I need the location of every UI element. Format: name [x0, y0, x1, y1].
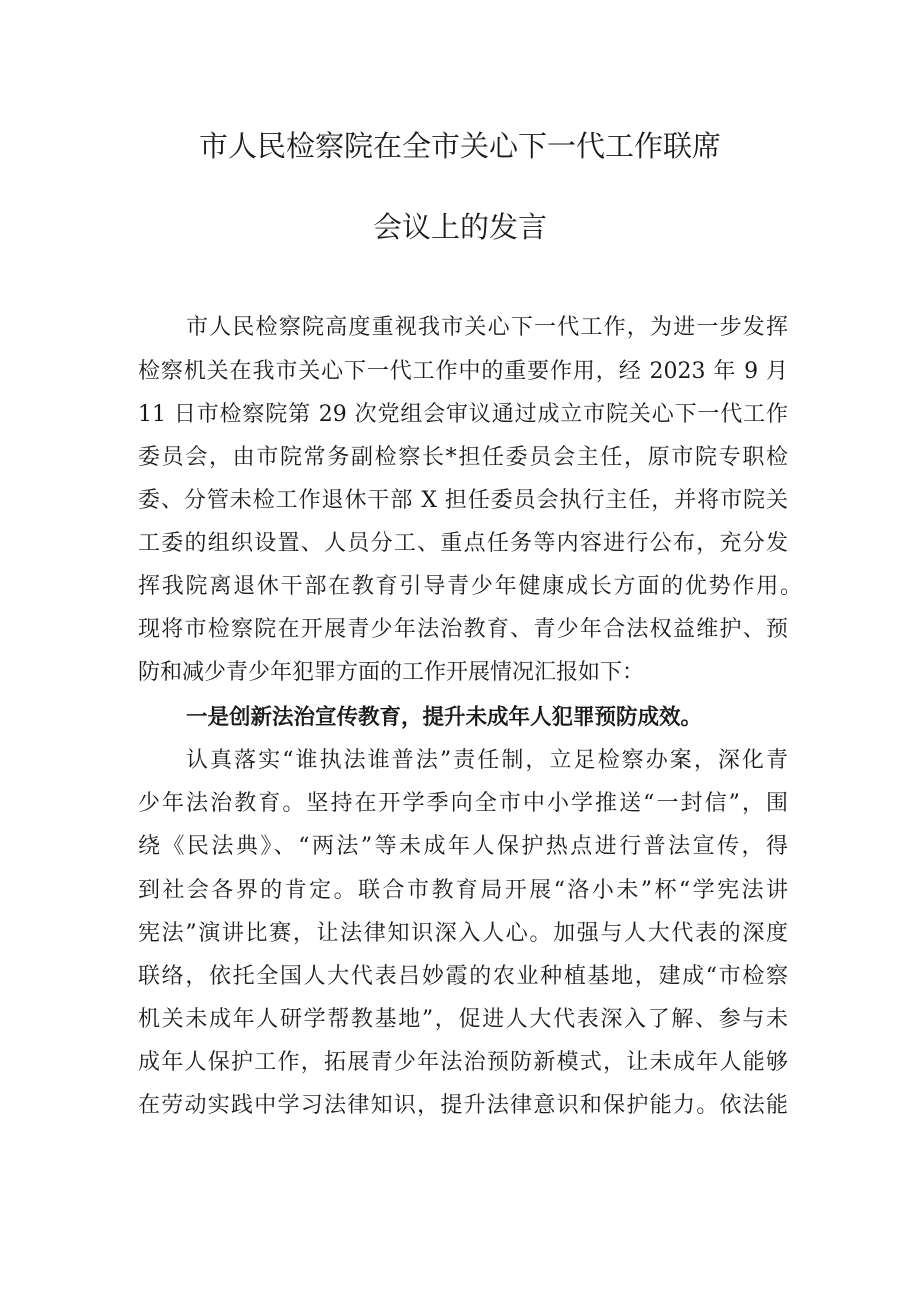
- section-1-line-2: 少年法治教育。坚持在开学季向全市中小学推送“一封信”，围: [138, 791, 788, 816]
- section-1-line-9: 在劳动实践中学习法律知识，提升法律意识和保护能力。依法能: [138, 1093, 788, 1118]
- section-1-line-5: 宪法”演讲比赛，让法律知识深入人心。加强与人大代表的深度: [138, 921, 788, 946]
- intro-line-6: 工委的组织设置、人员分工、重点任务等内容进行公布，充分发: [138, 531, 788, 556]
- section-1-line-1: 认真落实“谁执法谁普法”责任制，立足检察办案，深化青: [186, 748, 788, 773]
- document-title-line-2: 会议上的发言: [372, 210, 547, 244]
- section-1-line-6: 联络，依托全国人大代表吕妙霞的农业种植基地，建成“市检察: [138, 964, 788, 989]
- section-1-line-7: 机关未成年人研学帮教基地”，促进人大代表深入了解、参与未: [138, 1007, 788, 1032]
- document-title-line-1: 市人民检察院在全市关心下一代工作联席: [198, 129, 721, 163]
- intro-line-3: 11 日市检察院第 29 次党组会审议通过成立市院关心下一代工作: [138, 402, 788, 427]
- intro-line-7: 挥我院离退休干部在教育引导青少年健康成长方面的优势作用。: [138, 574, 802, 599]
- section-1-line-8: 成年人保护工作，拓展青少年法治预防新模式，让未成年人能够: [138, 1050, 788, 1075]
- section-1-heading: 一是创新法治宣传教育，提升未成年人犯罪预防成效。: [186, 705, 703, 730]
- intro-line-9: 防和减少青少年犯罪方面的工作开展情况汇报如下：: [138, 660, 645, 685]
- intro-line-1: 市人民检察院高度重视我市关心下一代工作，为进一步发挥: [186, 315, 788, 340]
- intro-line-8: 现将市检察院在开展青少年法治教育、青少年合法权益维护、预: [138, 617, 788, 642]
- intro-line-4: 委员会，由市院常务副检察长*担任委员会主任，原市院专职检: [138, 445, 788, 470]
- intro-line-5: 委、分管未检工作退休干部 X 担任委员会执行主任，并将市院关: [138, 488, 788, 513]
- section-1-line-3: 绕《民法典》、“两法”等未成年人保护热点进行普法宣传，得: [138, 834, 788, 859]
- section-1-line-4: 到社会各界的肯定。联合市教育局开展“洛小未”杯“学宪法讲: [138, 878, 788, 903]
- intro-line-2: 检察机关在我市关心下一代工作中的重要作用，经 2023 年 9 月: [138, 359, 788, 384]
